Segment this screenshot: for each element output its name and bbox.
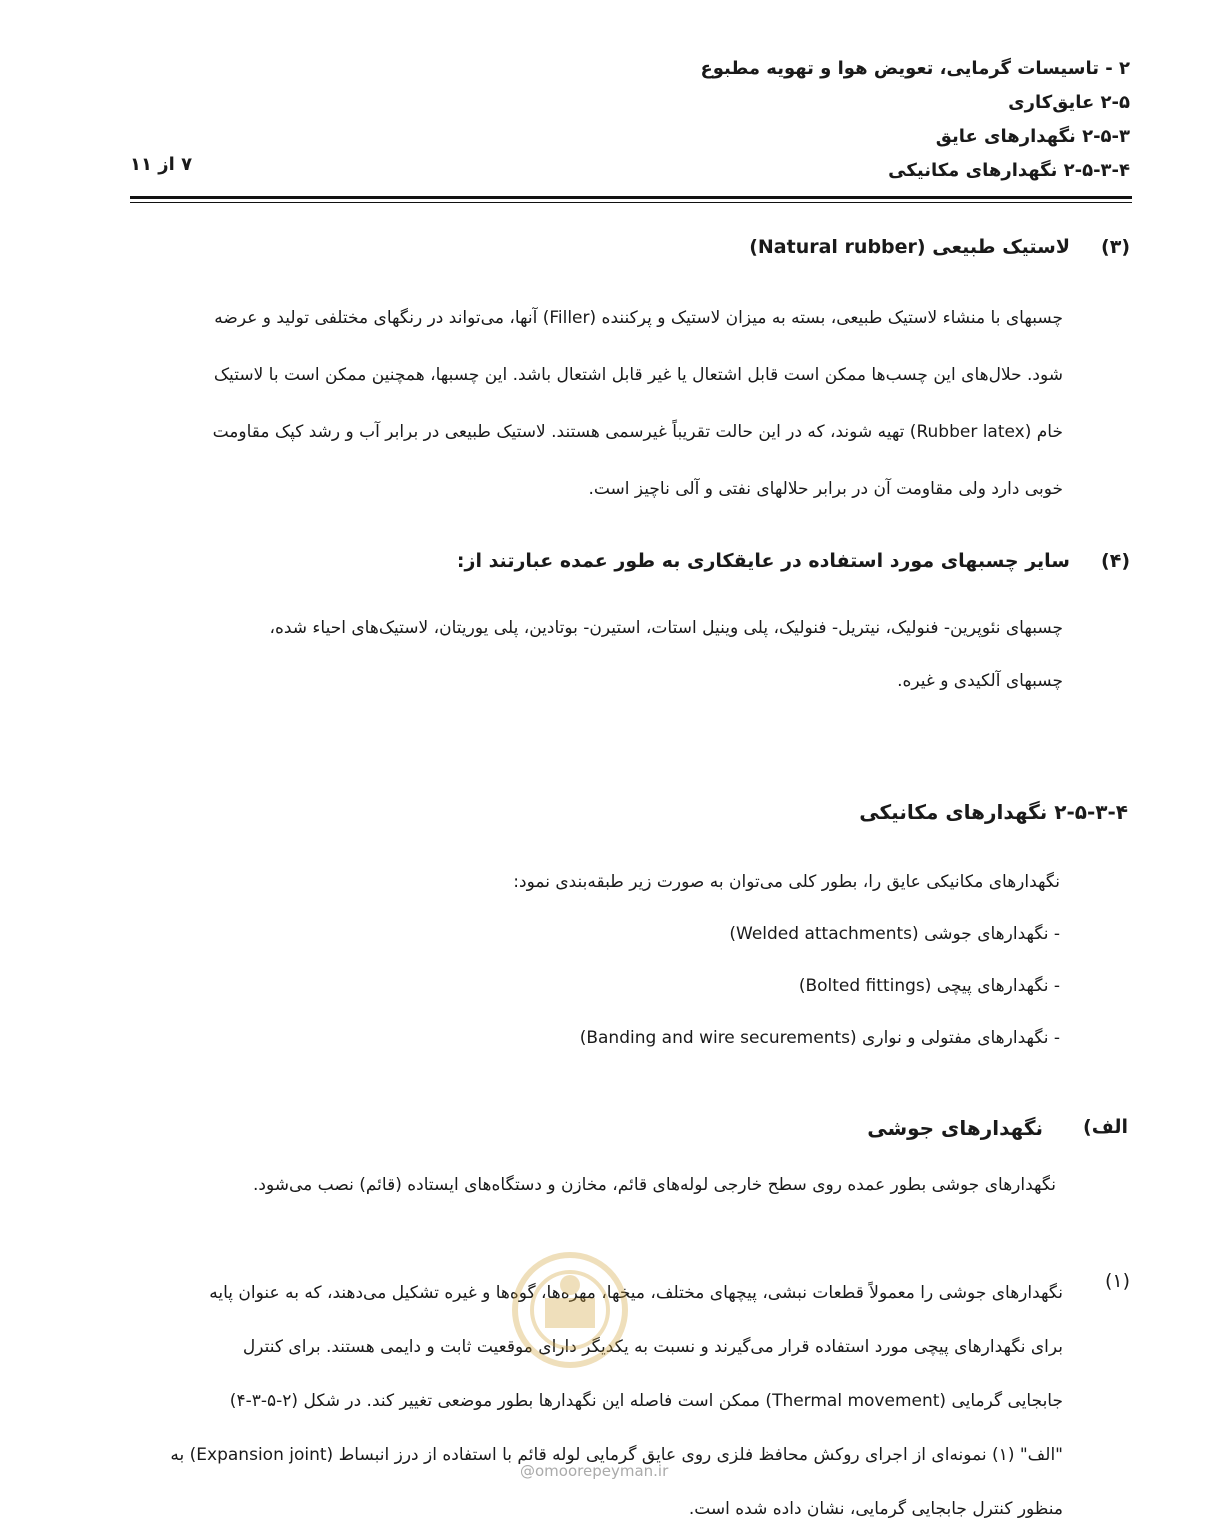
item1-line-5: منظور کنترل جابجایی گرمایی، نشان داده شده است. (688, 1499, 1063, 1519)
item4-number: (۴) (1101, 550, 1130, 572)
item3-heading (130, 236, 1130, 266)
item4-line-1: چسبهای نئوپرین- فنولیک، نیتریل- فنولیک، پلی وینیل استات، استیرن- بوتادین، پلی یوریتان، لاستیک‌های احیاء شده، (269, 618, 1063, 638)
item1-line-2: برای نگهدارهای پیچی مورد استفاده قرار می‌گیرند و نسبت به یکدیگر دارای موقعیت ثابت و دایمی هستند. برای کنترل (242, 1337, 1063, 1357)
header-line-subsubsection: ۲-۵-۳-۴ نگهدارهای مکانیکی (888, 160, 1130, 181)
item4-heading (130, 550, 1130, 580)
alef-label: الف) (1083, 1116, 1128, 1138)
item4-paragraph (133, 602, 1063, 708)
item4-line-2: چسبهای آلکیدی و غیره. (897, 671, 1063, 691)
alef-heading (128, 1116, 1128, 1146)
header-line-chapter: ۲ - تاسیسات گرمایی، تعویض هوا و تهویه مطبوع (700, 58, 1130, 79)
item3-paragraph (133, 290, 1063, 518)
watermark-logo-icon (510, 1240, 630, 1380)
page-number: ۷ از ۱۱ (130, 154, 193, 175)
header-line-subsection: ۲-۵-۳ نگهدارهای عایق (935, 126, 1130, 147)
list-item: - نگهدارهای پیچی (Bolted fittings) (798, 976, 1060, 996)
alef-paragraph: نگهدارهای جوشی بطور عمده روی سطح خارجی لوله‌های قائم، مخازن و دستگاه‌های ایستاده (قائم) نصب می‌شود. (252, 1175, 1056, 1195)
item3-title: لاستیک طبیعی (Natural rubber) (749, 236, 1070, 258)
section-title: ۲-۵-۳-۴ نگهدارهای مکانیکی (859, 800, 1128, 824)
header-divider-thin (130, 202, 1132, 203)
item1-line-4: "الف" (۱) نمونه‌ای از اجرای روکش محافظ فلزی روی عایق گرمایی لوله قائم با استفاده از درز انبساط (Expansion joint) به (170, 1445, 1063, 1465)
item3-line-3: خام (Rubber latex) تهیه شوند، که در این حالت تقریباً غیرسمی هستند. لاستیک طبیعی در برابر آب و رشد کپک مقاومت (212, 422, 1063, 442)
section-intro: نگهدارهای مکانیکی عایق را، بطور کلی می‌توان به صورت زیر طبقه‌بندی نمود: (513, 872, 1060, 892)
header-breadcrumb (700, 52, 1130, 188)
list-item: - نگهدارهای مفتولی و نواری (Banding and wire securements) (579, 1028, 1060, 1048)
page-header (130, 52, 1130, 200)
item3-line-4: خوبی دارد ولی مقاومت آن در برابر حلالهای نفتی و آلی ناچیز است. (588, 479, 1063, 499)
item1-line-3: جابجایی گرمایی (Thermal movement) ممکن است فاصله این نگهدارها بطور موضعی تغییر کند. در شکل (۲-۵-۳-۴) (229, 1391, 1063, 1411)
header-line-section: ۲-۵ عایق‌کاری (1008, 92, 1130, 113)
item1-number: (۱) (1104, 1270, 1130, 1292)
watermark-text: @omoorepeyman.ir (520, 1462, 669, 1480)
item4-title: سایر چسبهای مورد استفاده در عایقکاری به طور عمده عبارتند از: (456, 550, 1070, 572)
item3-line-2: شود. حلال‌های این چسب‌ها ممکن است قابل اشتعال یا غیر قابل اشتعال باشد. این چسبها، همچنین ممکن است با لاستیک (213, 365, 1063, 385)
item3-line-1: چسبهای با منشاء لاستیک طبیعی، بسته به میزان لاستیک و پرکننده (Filler) آنها، می‌تواند در رنگهای مختلفی تولید و عرضه (214, 308, 1063, 328)
alef-title: نگهدارهای جوشی (867, 1116, 1043, 1140)
section-body (513, 856, 1060, 1064)
header-divider-thick (130, 196, 1132, 199)
list-item: - نگهدارهای جوشی (Welded attachments) (729, 924, 1060, 944)
item1-line-1: نگهدارهای جوشی را معمولاً قطعات نبشی، پیچهای مختلف، میخها، مهره‌ها، گوه‌ها و غیره تشکیل می‌دهند، که به عنوان پایه (209, 1283, 1063, 1303)
item3-number: (۳) (1101, 236, 1130, 258)
